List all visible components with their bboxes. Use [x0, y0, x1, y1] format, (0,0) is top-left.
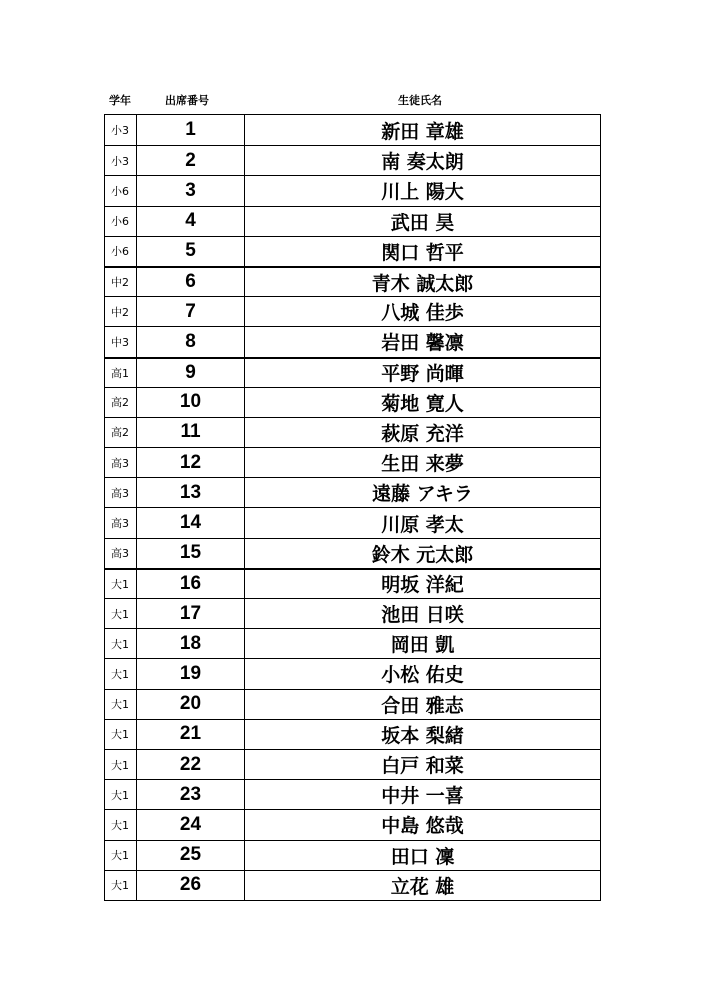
attendance-number-cell: 13: [137, 478, 245, 507]
table-row: [105, 779, 600, 809]
student-name-cell: 岩田 馨凛: [381, 332, 464, 355]
table-row: [105, 115, 600, 145]
student-name-cell: 坂本 梨緒: [381, 724, 464, 747]
student-name-cell: 関口 哲平: [381, 241, 464, 264]
table-row: [105, 870, 600, 900]
student-name-cell: 遠藤 アキラ: [372, 483, 473, 506]
table-row: [105, 236, 600, 266]
table-row: [105, 206, 600, 236]
grade-cell: 大1: [105, 780, 137, 809]
table-row: [105, 840, 600, 870]
student-name-cell: 新田 章雄: [381, 120, 464, 143]
table-row: [105, 658, 600, 688]
student-name-cell: 萩原 充洋: [381, 422, 464, 445]
attendance-number-cell: 25: [137, 841, 245, 870]
attendance-number-cell: 2: [137, 146, 245, 175]
student-name-cell: 青木 誠太郎: [371, 272, 474, 295]
attendance-number-cell: 9: [137, 359, 245, 387]
table-row: [105, 296, 600, 326]
attendance-number-cell: 17: [137, 599, 245, 628]
grade-cell: 大1: [105, 871, 137, 900]
table-row: [105, 598, 600, 628]
table-row: [105, 266, 600, 296]
student-name-cell: 武田 昊: [390, 211, 455, 234]
grade-cell: 高3: [105, 508, 137, 537]
table-row: [105, 417, 600, 447]
grade-cell: 大1: [105, 841, 137, 870]
attendance-number-cell: 24: [137, 810, 245, 839]
grade-cell: 中2: [105, 297, 137, 326]
attendance-number-cell: 4: [137, 207, 245, 236]
table-row: [105, 568, 600, 598]
attendance-number-cell: 3: [137, 176, 245, 205]
grade-cell: 高3: [105, 539, 137, 568]
attendance-number-cell: 23: [137, 780, 245, 809]
attendance-number-cell: 21: [137, 720, 245, 749]
attendance-number-cell: 22: [137, 750, 245, 779]
student-name-cell: 立花 雄: [390, 875, 455, 898]
grade-cell: 小3: [105, 146, 137, 175]
grade-cell: 小3: [105, 115, 137, 145]
student-name-cell: 平野 尚暉: [381, 363, 464, 386]
grade-cell: 小6: [105, 207, 137, 236]
attendance-number-cell: 7: [137, 297, 245, 326]
attendance-number-cell: 11: [137, 418, 245, 447]
grade-cell: 小6: [105, 237, 137, 266]
table-row: [105, 477, 600, 507]
grade-cell: 大1: [105, 690, 137, 719]
attendance-number-cell: 8: [137, 327, 245, 356]
attendance-number-cell: 1: [137, 115, 245, 145]
grade-cell: 大1: [105, 750, 137, 779]
attendance-number-cell: 26: [137, 871, 245, 900]
student-name-cell: 明坂 洋紀: [381, 574, 464, 597]
student-name-cell: 岡田 凱: [390, 634, 455, 657]
student-name-cell: 川上 陽大: [381, 181, 464, 204]
student-name-cell: 白戸 和菜: [381, 755, 464, 778]
table-row: [105, 689, 600, 719]
student-name-cell: 川原 孝太: [381, 513, 464, 536]
attendance-number-cell: 16: [137, 570, 245, 598]
grade-cell: 高3: [105, 448, 137, 477]
grade-cell: 大1: [105, 599, 137, 628]
grade-cell: 大1: [105, 629, 137, 658]
grade-cell: 高3: [105, 478, 137, 507]
grade-cell: 高1: [105, 359, 137, 387]
table-row: [105, 749, 600, 779]
grade-cell: 大1: [105, 570, 137, 598]
student-name-cell: 中井 一喜: [381, 785, 464, 808]
table-row: [105, 719, 600, 749]
grade-cell: 高2: [105, 418, 137, 447]
grade-cell: 大1: [105, 720, 137, 749]
student-name-cell: 八城 佳歩: [381, 302, 464, 325]
attendance-number-cell: 19: [137, 659, 245, 688]
attendance-number-cell: 14: [137, 508, 245, 537]
table-row: [105, 447, 600, 477]
grade-column-header: 学年: [109, 94, 131, 107]
attendance-number-cell: 20: [137, 690, 245, 719]
grade-cell: 高2: [105, 388, 137, 417]
table-row: [105, 326, 600, 356]
attendance-number-cell: 12: [137, 448, 245, 477]
student-name-cell: 合田 雅志: [381, 694, 464, 717]
attendance-number-cell: 15: [137, 539, 245, 568]
grade-cell: 大1: [105, 810, 137, 839]
student-name-cell: 小松 佑史: [381, 664, 464, 687]
student-name-cell: 中島 悠哉: [381, 815, 464, 838]
student-name-cell: 菊地 寛人: [381, 392, 464, 415]
attendance-number-cell: 10: [137, 388, 245, 417]
student-name-cell: 田口 凜: [390, 845, 455, 868]
name-column-header: 生徒氏名: [398, 94, 442, 107]
grade-cell: 中2: [105, 268, 137, 296]
grade-cell: 大1: [105, 659, 137, 688]
table-row: [105, 538, 600, 568]
attendance-number-cell: 18: [137, 629, 245, 658]
grade-cell: 中3: [105, 327, 137, 356]
student-table: [104, 114, 601, 901]
student-name-cell: 南 奏太朗: [381, 151, 464, 174]
number-column-header: 出席番号: [165, 94, 209, 107]
grade-cell: 小6: [105, 176, 137, 205]
attendance-number-cell: 5: [137, 237, 245, 266]
table-row: [105, 507, 600, 537]
student-name-cell: 池田 日咲: [381, 604, 464, 627]
student-name-cell: 生田 来夢: [381, 453, 464, 476]
table-row: [105, 628, 600, 658]
student-name-cell: 鈴木 元太郎: [371, 543, 474, 566]
attendance-number-cell: 6: [137, 268, 245, 296]
table-row: [105, 357, 600, 387]
table-row: [105, 809, 600, 839]
table-row: [105, 387, 600, 417]
table-row: [105, 175, 600, 205]
table-row: [105, 145, 600, 175]
